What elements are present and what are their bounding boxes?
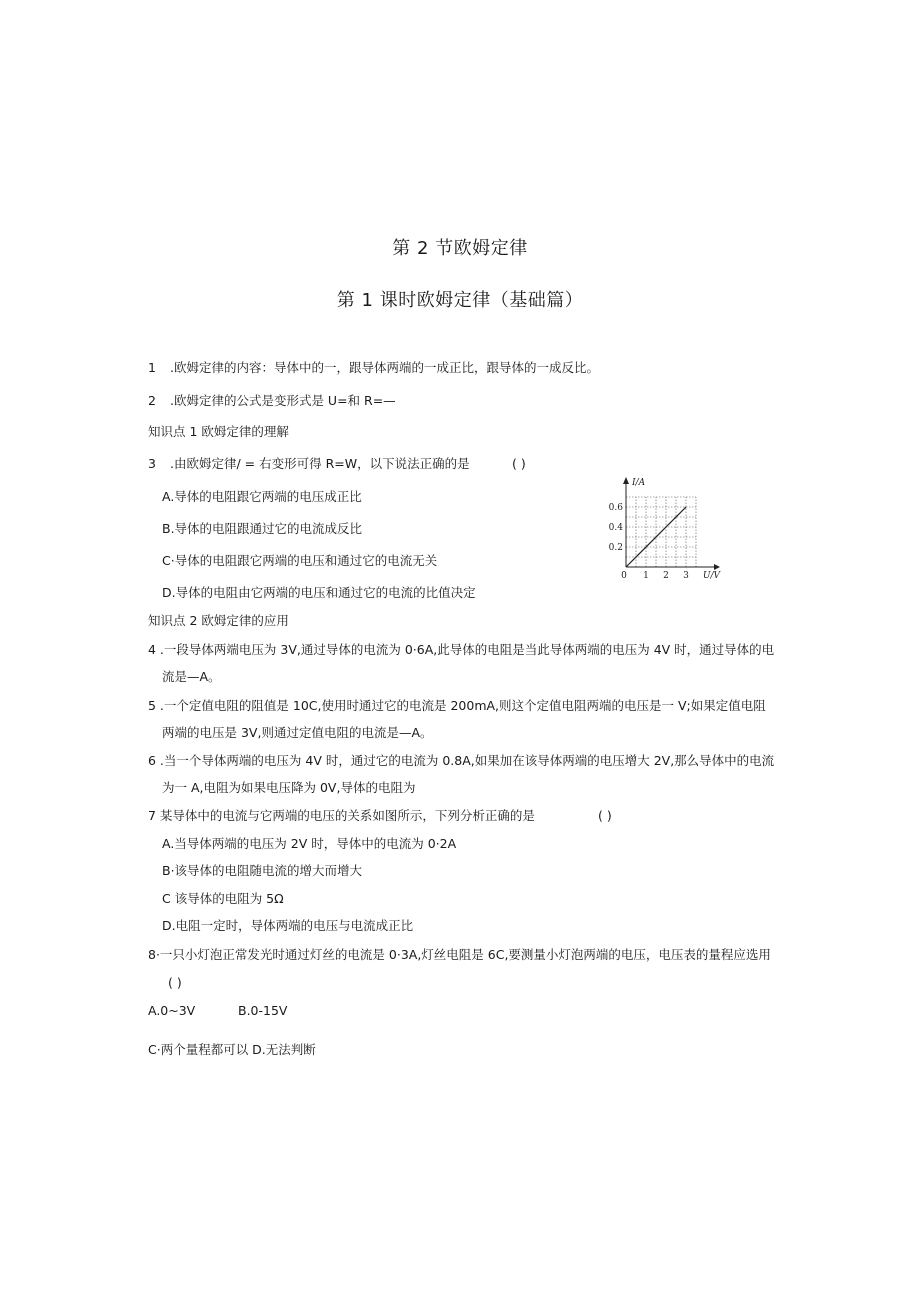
x-axis-arrow xyxy=(714,564,720,570)
page-subtitle: 第 1 课时欧姆定律（基础篇） xyxy=(336,290,584,311)
question-text: .欧姆定律的公式是变形式是 U=和 R=— xyxy=(169,393,396,408)
q7-option-b: B·该导体的电阻随电流的增大而增大 xyxy=(162,863,363,878)
q3-option-c: C·导体的电阻跟它两端的电压和通过它的电流无关 xyxy=(162,553,438,568)
q8-option-b: B.0-15V xyxy=(238,1003,288,1018)
question-6-line-1: 6 .当一个导体两端的电压为 4V 时，通过它的电流为 0.8A,如果加在该导体两端的电压增大 2V,那么导体中的电流 xyxy=(148,753,775,768)
question-2 xyxy=(148,393,396,409)
graph-ticks xyxy=(609,503,689,581)
question-3 xyxy=(148,456,470,472)
q7-option-a: A.当导体两端的电压为 2V 时，导体中的电流为 0·2A xyxy=(162,836,457,851)
question-7: 7 某导体中的电流与它两端的电压的关系如图所示，下列分析正确的是 xyxy=(148,808,535,823)
x-tick-label: 2 xyxy=(663,571,669,581)
answer-paren: ( ) xyxy=(168,975,182,990)
question-4-line-2: 流是—A。 xyxy=(162,669,221,684)
question-text: .由欧姆定律/ = 右变形可得 R=W，以下说法正确的是 xyxy=(169,456,470,471)
question-6-line-2: 为一 A,电阻为如果电压降为 0V,导体的电阻为 xyxy=(162,780,416,795)
question-number: 3 xyxy=(148,456,156,471)
question-1 xyxy=(148,360,599,376)
q3-option-a: A.导体的电阻跟它两端的电压成正比 xyxy=(162,489,362,504)
q8-option-a: A.0~3V xyxy=(148,1003,196,1018)
iu-graph xyxy=(604,476,722,582)
y-axis-arrow xyxy=(623,477,629,484)
question-8: 8·一只小灯泡正常发光时通过灯丝的电流是 0·3A,灯丝电阻是 6C,要测量小灯泡两端的电压，电压表的量程应选用 xyxy=(148,947,771,962)
q8-option-cd: C·两个量程都可以 D.无法判断 xyxy=(148,1042,316,1057)
question-5-line-1: 5 .一个定值电阻的阻值是 10C,使用时通过它的电流是 200mA,则这个定值电阻两端的电压是一 V;如果定值电阻 xyxy=(148,698,766,713)
y-tick-label: 0.6 xyxy=(608,503,623,513)
question-number: 2 xyxy=(148,393,156,408)
knowledge-point-1: 知识点 1 欧姆定律的理解 xyxy=(148,424,289,439)
question-5-line-2: 两端的电压是 3V,则通过定值电阻的电流是—A。 xyxy=(162,725,433,740)
x-tick-label: 0 xyxy=(621,571,627,581)
y-axis-label: I/A xyxy=(632,478,646,488)
answer-paren: ( ) xyxy=(598,808,612,823)
x-axis-label: U/V xyxy=(702,571,720,581)
answer-paren: ( ) xyxy=(512,456,526,471)
q7-option-d: D.电阻一定时，导体两端的电压与电流成正比 xyxy=(162,918,414,933)
question-4-line-1: 4 .一段导体两端电压为 3V,通过导体的电流为 0·6A,此导体的电阻是当此导体两端的电压为 4V 时，通过导体的电 xyxy=(148,642,775,657)
q7-option-c: C 该导体的电阻为 5Ω xyxy=(162,891,284,906)
y-tick-label: 0.2 xyxy=(608,543,623,553)
page-title: 第 2 节欧姆定律 xyxy=(392,238,528,259)
y-tick-label: 0.4 xyxy=(608,523,623,533)
q3-option-b: B.导体的电阻跟通过它的电流成反比 xyxy=(162,521,363,536)
question-number: 1 xyxy=(148,360,156,375)
q3-option-d: D.导体的电阻由它两端的电压和通过它的电流的比值决定 xyxy=(162,585,476,600)
knowledge-point-2: 知识点 2 欧姆定律的应用 xyxy=(148,613,289,628)
x-tick-label: 1 xyxy=(643,571,649,581)
x-tick-label: 3 xyxy=(683,571,689,581)
question-text: .欧姆定律的内容：导体中的一，跟导体两端的一成正比，跟导体的一成反比。 xyxy=(169,360,599,375)
